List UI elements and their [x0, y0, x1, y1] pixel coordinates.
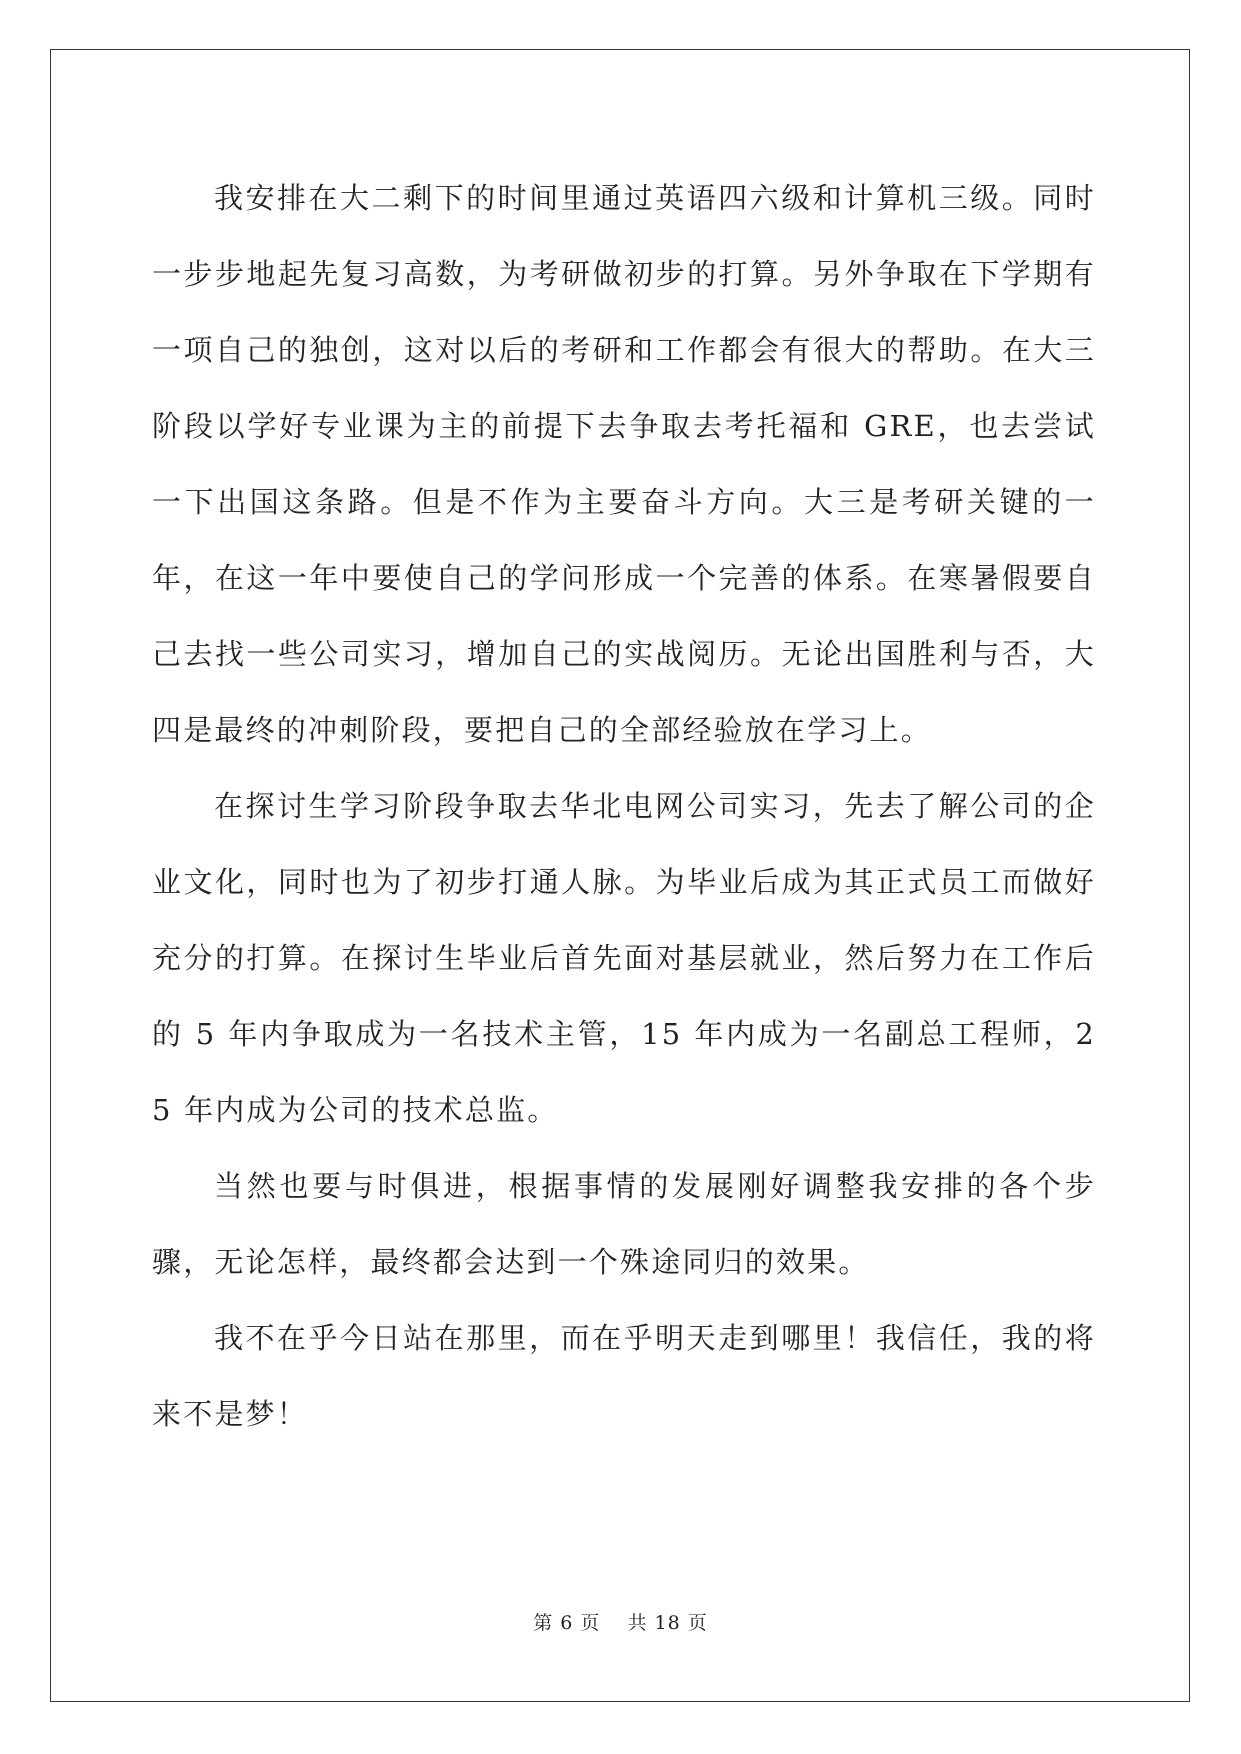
- paragraph-2: 在探讨生学习阶段争取去华北电网公司实习，先去了解公司的企业文化，同时也为了初步打通人脉。为毕业后成为其正式员工而做好充分的打算。在探讨生毕业后首先面对基层就业，然后努力在工作后的 5 年内争取成为一名技术主管，15 年内成为一名副总工程师，25 年内成为公司的技术总监。: [152, 789, 1096, 1127]
- paragraph-3: 当然也要与时俱进，根据事情的发展刚好调整我安排的各个步骤，无论怎样，最终都会达到一个殊途同归的效果。: [152, 1169, 1096, 1279]
- page-total: 共 18 页: [627, 1612, 708, 1634]
- page-footer: [0, 1608, 1241, 1635]
- document-body: [152, 160, 1096, 1452]
- paragraph-1: 我安排在大二剩下的时间里通过英语四六级和计算机三级。同时一步步地起先复习高数，为考研做初步的打算。另外争取在下学期有一项自己的独创，这对以后的考研和工作都会有很大的帮助。在大三阶段以学好专业课为主的前提下去争取去考托福和 GRE，也去尝试一下出国这条路。但是不作为主要奋斗方向。大三是考研关键的一年，在这一年中要使自己的学问形成一个完善的体系。在寒暑假要自己去找一些公司实习，增加自己的实战阅历。无论出国胜利与否，大四是最终的冲刺阶段，要把自己的全部经验放在学习上。: [152, 181, 1096, 747]
- paragraph-4: 我不在乎今日站在那里，而在乎明天走到哪里！我信任，我的将来不是梦！: [152, 1321, 1096, 1431]
- page-number: 第 6 页: [533, 1612, 601, 1634]
